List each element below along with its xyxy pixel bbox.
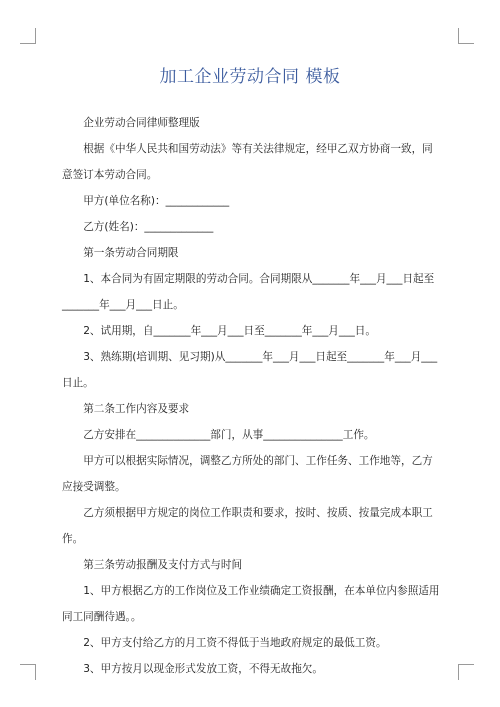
paragraph-duties: 乙方须根据甲方规定的岗位工作职责和要求，按时、按质、按量完成本职工作。	[62, 507, 433, 545]
heading-article-3: 第三条劳动报酬及支付方式与时间	[83, 559, 243, 571]
paragraph-party-a: 甲方(单位名称)：____________	[83, 195, 230, 207]
paragraph-preamble: 根据《中华人民共和国劳动法》等有关法律规定，经甲乙双方协商一致，同意签订本劳动合同。	[62, 143, 433, 181]
paragraph-payment-method: 3、甲方按月以现金形式发放工资，不得无故拖欠。	[83, 663, 323, 675]
crop-mark-top-right	[458, 28, 474, 44]
document-body	[62, 110, 440, 682]
heading-article-2: 第二条工作内容及要求	[83, 403, 190, 415]
paragraph-probation: 2、试用期，自_______年___月___日至_______年___月___日。	[83, 325, 376, 337]
paragraph-salary-basis: 1、甲方根据乙方的工作岗位及工作业绩确定工资报酬，在本单位内参照适用同工同酬待遇。。	[62, 585, 440, 623]
paragraph-term: 1、本合同为有固定期限的劳动合同。合同期限从_______年___月___日起至_______年___月___日止。	[62, 273, 435, 311]
paragraph-training: 3、熟练期(培训期、见习期)从_______年___月___日起至_______年___月___日止。	[62, 351, 438, 389]
heading-article-1: 第一条劳动合同期限	[83, 247, 179, 259]
crop-mark-bottom-left	[20, 664, 36, 680]
paragraph-subtitle: 企业劳动合同律师整理版	[83, 117, 200, 129]
paragraph-party-b: 乙方(姓名)：_____________	[83, 221, 214, 233]
document-title: 加工企业劳动合同 模板	[159, 67, 341, 87]
crop-mark-top-left	[20, 28, 36, 44]
paragraph-assignment: 乙方安排在______________部门，从事_______________工作。	[83, 429, 375, 441]
paragraph-minimum-wage: 2、甲方支付给乙方的月工资不得低于当地政府规定的最低工资。	[83, 637, 387, 649]
crop-mark-bottom-right	[458, 664, 474, 680]
paragraph-adjustment: 甲方可以根据实际情况，调整乙方所处的部门、工作任务、工作地等，乙方应接受调整。	[62, 455, 433, 493]
